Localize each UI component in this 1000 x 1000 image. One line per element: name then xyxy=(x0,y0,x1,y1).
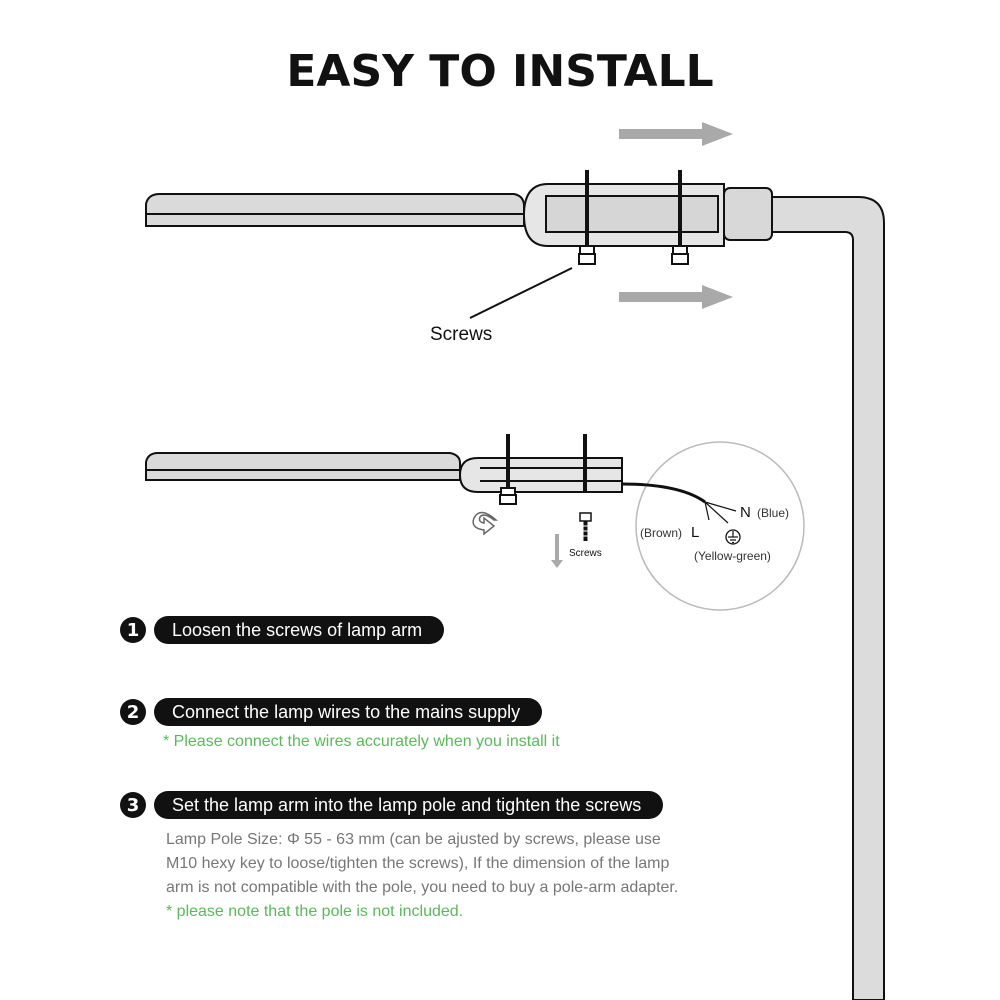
wire-l-letter: L xyxy=(691,524,700,541)
step-number-3: 3 xyxy=(120,792,146,818)
wire-ground-color: (Yellow-green) xyxy=(694,549,771,563)
arrow-down xyxy=(551,534,563,568)
wire-n-color: (Blue) xyxy=(757,506,790,520)
description-line: M10 hexy key to loose/tighten the screws), If the dimension of the lamp xyxy=(166,855,670,872)
description-line: arm is not compatible with the pole, you need to buy a pole-arm adapter. xyxy=(166,879,679,896)
step-number-2: 2 xyxy=(120,699,146,725)
lamp-head-bottom xyxy=(146,453,460,480)
screws-label: Screws xyxy=(430,324,493,345)
page-title: EASY TO INSTALL xyxy=(286,46,714,97)
step-2 xyxy=(120,697,542,727)
step-3 xyxy=(120,790,663,820)
arrow-right-bottom xyxy=(619,285,733,309)
step-2-note: * Please connect the wires accurately when you install it xyxy=(163,733,560,750)
step-label-1: Loosen the screws of lamp arm xyxy=(154,616,444,644)
screws-leader-line xyxy=(470,268,572,318)
loose-screw-icon xyxy=(580,513,591,541)
wire-l-color: (Brown) xyxy=(640,526,683,540)
step-label-2: Connect the lamp wires to the mains supply xyxy=(154,698,542,726)
lamp-head-top xyxy=(146,194,524,226)
step-1 xyxy=(120,615,444,645)
pole-size-description xyxy=(166,828,806,924)
screws-small-label: Screws xyxy=(569,548,602,559)
description-note: * please note that the pole is not included. xyxy=(166,903,464,920)
description-line: Lamp Pole Size: Φ 55 - 63 mm (can be ajusted by screws, please use xyxy=(166,831,661,848)
wire-n-letter: N xyxy=(740,504,751,521)
step-label-3: Set the lamp arm into the lamp pole and tighten the screws xyxy=(154,791,663,819)
lamp-arm-bottom xyxy=(460,458,622,492)
step-number-1: 1 xyxy=(120,617,146,643)
pole-sleeve xyxy=(724,188,772,240)
arrow-right-top xyxy=(619,122,733,146)
ground-icon xyxy=(726,530,740,544)
rotate-arrow-icon xyxy=(473,512,496,534)
